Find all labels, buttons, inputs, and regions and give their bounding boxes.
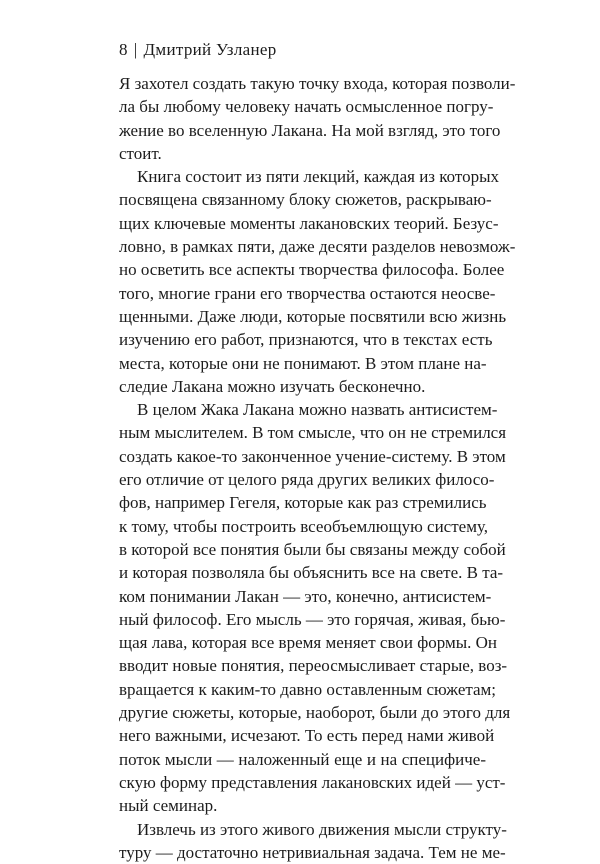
page-number: 8 [119, 40, 128, 59]
text-line: поток мысли — наложенный еще и на специфиче- [119, 749, 486, 769]
text-line: того, многие грани его творчества остаются неосве- [119, 283, 496, 303]
running-header [119, 39, 277, 61]
text-line: туру — достаточно нетривиальная задача. Тем не ме- [119, 842, 506, 862]
text-line: ный философ. Его мысль — это горячая, живая, бью- [119, 609, 506, 629]
text-line: ным мыслителем. В том смысле, что он не стремился [119, 423, 507, 443]
text-line: и которая позволяла бы объяснить все на свете. В та- [119, 563, 504, 583]
text-line: в которой все понятия были бы связаны между собой [119, 539, 506, 559]
header-author: Дмитрий Узланер [143, 40, 277, 59]
text-line: ловно, в рамках пяти, даже десяти разделов невозмож- [119, 237, 516, 257]
text-line: скую форму представления лакановских идей — уст- [119, 772, 506, 792]
text-line: но осветить все аспекты творчества философа. Более [119, 260, 505, 280]
text-line: другие сюжеты, которые, наоборот, были до этого для [119, 703, 511, 723]
text-line: вращается к каким-то давно оставленным сюжетам; [119, 679, 497, 699]
text-line: стоит. [119, 143, 162, 163]
text-line: следие Лакана можно изучать бесконечно. [119, 376, 426, 396]
text-line: Книга состоит из пяти лекций, каждая из которых [137, 167, 500, 187]
text-line: В целом Жака Лакана можно назвать антисистем- [137, 400, 498, 420]
text-line: посвящена связанному блоку сюжетов, раскрываю- [119, 190, 492, 210]
text-line: фов, например Гегеля, которые как раз стремились [119, 493, 487, 513]
text-line: ком понимании Лакан — это, конечно, антисистем- [119, 586, 492, 606]
text-line: ла бы любому человеку начать осмысленное погру- [119, 97, 494, 117]
text-line: ный семинар. [119, 796, 218, 816]
text-line: него важными, исчезают. То есть перед нами живой [119, 726, 495, 746]
text-line: вводит новые понятия, переосмысливает старые, воз- [119, 656, 508, 676]
text-line: его отличие от целого ряда других великих филосо- [119, 470, 495, 490]
text-line: Извлечь из этого живого движения мысли структу- [137, 819, 507, 839]
text-line: создать какое-то законченное учение-систему. В этом [119, 446, 506, 466]
text-line: щих ключевые моменты лакановских теорий. Безус- [119, 213, 499, 233]
text-line: щенными. Даже люди, которые посвятили всю жизнь [119, 306, 507, 326]
text-line: места, которые они не понимают. В этом плане на- [119, 353, 487, 373]
text-line: Я захотел создать такую точку входа, которая позволи- [119, 74, 516, 93]
text-line: изучению его работ, признаются, что в текстах есть [119, 330, 493, 350]
header-separator: | [133, 40, 138, 59]
text-line: жение во вселенную Лакана. На мой взгляд, это того [119, 120, 501, 140]
body-text [119, 72, 516, 864]
text-line: щая лава, которая все время меняет свои формы. Он [119, 633, 498, 653]
text-line: к тому, чтобы построить всеобъемлющую систему, [119, 516, 488, 536]
